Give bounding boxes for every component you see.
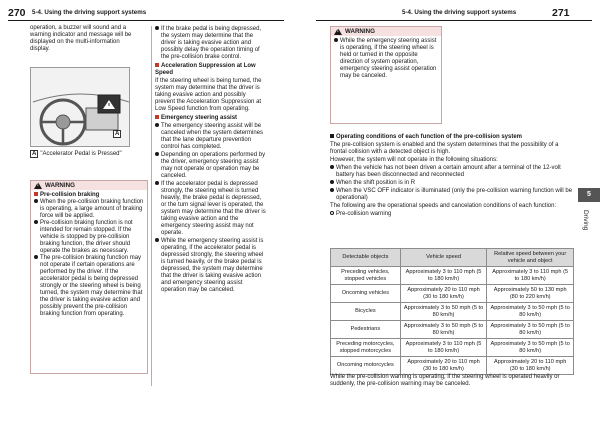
warning-title: WARNING [345,28,375,35]
image-caption [30,150,140,158]
bullet-icon [330,165,334,169]
ops-intro: The pre-collision system is enabled and the system determines that the possibility of a frontal collision with a detected object is high. [330,142,559,155]
right-section-header: 5-4. Using the driving support systems [402,9,517,16]
accel-suppression-body: If the steering wheel is being turned, the system may determine that the driver is taking evasive action and possibly prevent the Acceleration Suppression at Low Speed function from operating. [155,78,262,112]
accel-suppression-heading: Acceleration Suppression at Low Speed [155,63,256,76]
bullet-icon [155,152,159,156]
table-cell: Approximately 3 to 110 mph (5 to 180 km/h) [487,267,574,285]
col2-item: If the accelerator pedal is depressed strongly, the steering wheel is turned heavily, the brake pedal is depressed, or the turn signal lever is operated, the system may determine that the driver is taking evasive action and the emergency steering assist may not operate. [155,181,267,237]
caption-text: "Accelerator Pedal is Pressed" [40,151,122,157]
table-cell: Approximately 50 to 130 mph (80 to 220 km/h) [487,285,574,303]
warning-box-left [30,180,148,374]
table-cell: Approximately 3 to 110 mph (5 to 180 km/h) [400,267,487,285]
warning-body [31,190,147,320]
warning-item: Pre-collision braking function is not intended for remain stopped. If the vehicle is stopped by pre-collision braking function, the driver should operate the brakes as necessary. [34,220,144,255]
square-bullet-icon [34,192,38,196]
pre-collision-braking-heading: Pre-collision braking [34,192,144,199]
bullet-icon [155,238,159,242]
table-header: Vehicle speed [400,249,487,267]
ops-heading: Operating conditions of each function of the pre-collision system [330,134,574,141]
circle-bullet-icon [330,211,334,215]
right-header-rule [316,20,592,21]
left-section-header: 5-4. Using the driving support systems [32,9,147,16]
operating-conditions-section [330,134,574,219]
table-cell: Approximately 3 to 50 mph (5 to 80 km/h) [487,339,574,357]
warning-triangle-icon [34,182,42,189]
chapter-label: Driving [582,210,589,231]
image-callout-a: A [115,131,120,137]
pcw-label: Pre-collision warning [330,211,574,218]
bullet-icon [155,123,159,127]
ops-item: When the shift position is in R [330,180,574,187]
square-bullet-icon [155,115,159,119]
warning-title: WARNING [45,182,75,189]
bullet-icon [330,188,334,192]
warning-header [31,181,147,190]
table-row [331,357,574,375]
ops-following: The following are the operational speeds and cancelation conditions of each function: [330,203,557,209]
bullet-icon [34,199,38,203]
left-page-number: 270 [8,7,26,19]
bullet-icon [330,180,334,184]
table-cell: Oncoming vehicles [331,285,401,303]
table-header: Relative speed between your vehicle and object [487,249,574,267]
table-header-row [331,249,574,267]
table-cell: Preceding vehicles, stopped vehicles [331,267,401,285]
ops-however: However, the system will not operate in the following situations: [330,157,498,163]
bullet-icon [334,38,338,42]
table-cell: Oncoming motorcycles [331,357,401,375]
ops-item: When the VSC OFF indicator is illuminated (only the pre-collision warning function will be operational) [330,188,574,202]
square-bullet-icon [330,134,334,138]
warning-triangle-icon [334,28,342,35]
warning-item: The pre-collision braking function may not operate if certain operations are performed by the driver. If the accelerator pedal is being depressed strongly or the steering wheel is being turned, the system may determine that the driver is taking evasive action and possibly prevent the pre-collision braking function from operating. [34,255,144,318]
emergency-steering-heading: Emergency steering assist [155,115,267,122]
table-cell: Approximately 3 to 50 mph (5 to 80 km/h) [487,303,574,321]
table-cell: Approximately 3 to 50 mph (5 to 80 km/h) [487,321,574,339]
ops-item: When the vehicle has not been driven a certain amount after a terminal of the 12-volt battery has been disconnected and reconnected [330,165,574,179]
table-cell: Bicycles [331,303,401,321]
footer-note: While the pre-collision warning is operating, if the steering wheel is operated heavily or suddenly, the pre-collision warning may be canceled. [330,374,560,387]
bullet-icon [34,220,38,224]
table-cell: Approximately 3 to 110 mph (5 to 180 km/h) [400,339,487,357]
table-cell: Approximately 20 to 110 mph (30 to 180 km/h) [400,357,487,375]
col2-item: While the emergency steering assist is operating, if the accelerator pedal is depressed strongly, the steering wheel is turned heavily, or the brake pedal is depressed, the system may determine that the driver is taking evasive action and emergency steering assist operation may be canceled. [155,238,267,294]
table-row [331,303,574,321]
table-cell: Approximately 20 to 110 mph (30 to 180 km/h) [487,357,574,375]
right-page-number: 271 [552,7,570,19]
table-cell: Approximately 3 to 50 mph (5 to 80 km/h) [400,303,487,321]
dashboard-illustration [30,67,130,147]
column2 [155,26,267,295]
table-row [331,285,574,303]
bullet-icon [155,181,159,185]
col2-item: The emergency steering assist will be canceled when the system determines that the lane departure prevention control has completed. [155,123,267,151]
col1-intro: operation, a buzzer will sound and a warning indicator and message will be displayed on the multi-information display. [30,25,132,52]
table-cell: Approximately 20 to 110 mph (30 to 180 km/h) [400,285,487,303]
warning-box-right [330,26,442,124]
table-cell: Preceding motorcycles, stopped motorcycles [331,339,401,357]
warning-item: When the pre-collision braking function is operating, a large amount of braking force will be applied. [34,199,144,220]
table-cell: Approximately 3 to 50 mph (5 to 80 km/h) [400,321,487,339]
caption-label-a: A [32,151,37,157]
table-header: Detectable objects [331,249,401,267]
chapter-side-tab [578,188,600,278]
warning-body [331,36,441,82]
chapter-number: 5 [578,188,600,202]
bullet-icon [34,255,38,259]
table-row [331,267,574,285]
operational-speed-table [330,248,574,375]
square-bullet-icon [155,63,159,67]
col2-item: Depending on operations performed by the driver, emergency steering assist may not operate or operation may be canceled. [155,152,267,180]
bullet-icon [155,26,159,30]
table-row [331,321,574,339]
left-header-rule [8,20,284,21]
table-row [331,339,574,357]
table-cell: Pedestrians [331,321,401,339]
warning-item: While the emergency steering assist is operating, if the steering wheel is held or turned in the opposite direction of system operation, emergency steering assist operation may be canceled. [334,38,438,80]
warning-header [331,27,441,36]
col2-item: If the brake pedal is being depressed, the system may determine that the driver is taking evasive action and possibly delay the operation timing of the pre-collision brake control. [155,26,267,61]
